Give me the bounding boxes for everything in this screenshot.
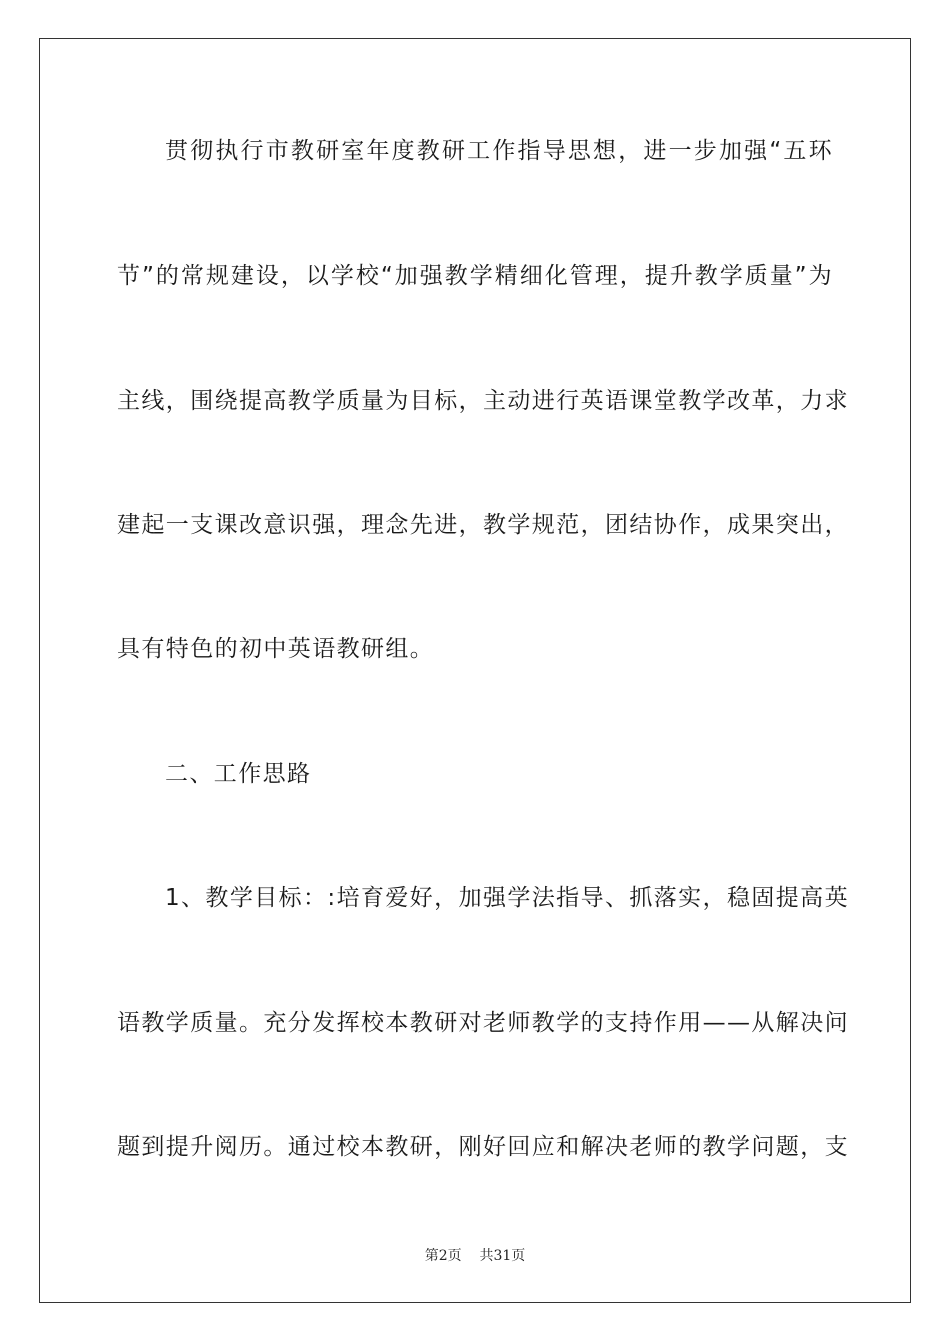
page-border: [39, 38, 911, 1303]
paragraph-line-2: 节”的常规建设，以学校“加强教学精细化管理，提升教学质量”为: [117, 263, 833, 289]
paragraph-line-4: 建起一支课改意识强，理念先进，教学规范，团结协作，成果突出，: [117, 512, 849, 538]
paragraph-line-9: 题到提升阅历。通过校本教研，刚好回应和解决老师的教学问题，支: [117, 1134, 849, 1160]
paragraph-line-3: 主线，围绕提高教学质量为目标，主动进行英语课堂教学改革，力求: [117, 388, 849, 414]
section-heading: 二、工作思路: [165, 761, 312, 787]
paragraph-line-8: 语教学质量。充分发挥校本教研对老师教学的支持作用——从解决问: [117, 1010, 849, 1036]
paragraph-line-5: 具有特色的初中英语教研组。: [117, 636, 435, 662]
paragraph-line-7: 1、教学目标：:培育爱好，加强学法指导、抓落实，稳固提高英: [165, 885, 849, 911]
page-number-footer: 第2页 共31页: [424, 1248, 526, 1264]
paragraph-line-1: 贯彻执行市教研室年度教研工作指导思想，进一步加强“五环: [165, 138, 833, 164]
